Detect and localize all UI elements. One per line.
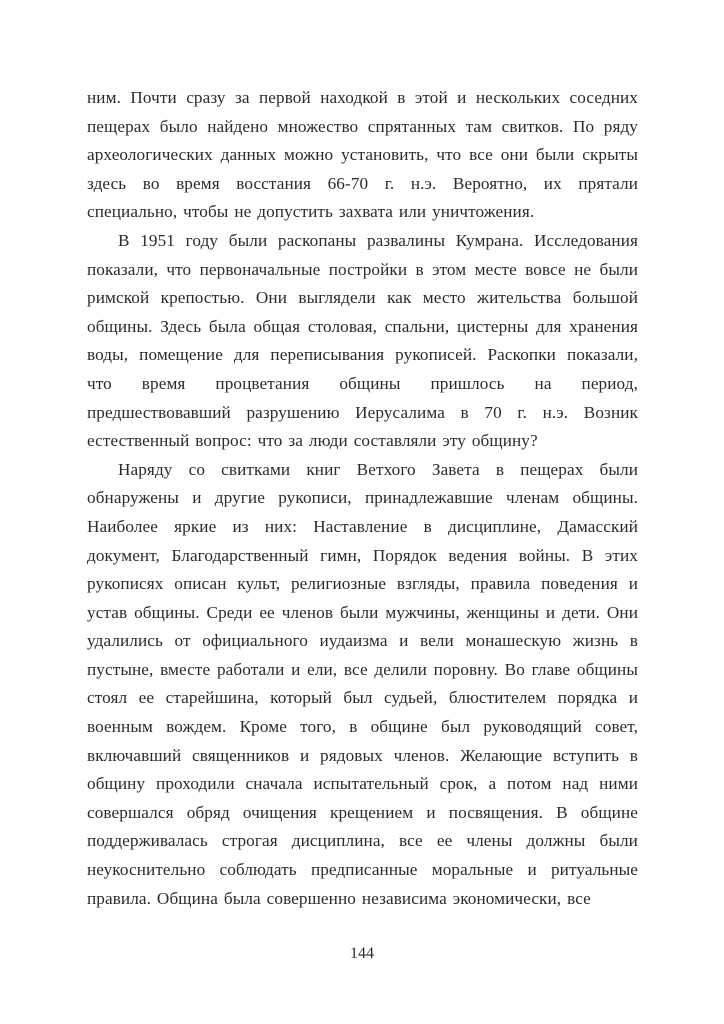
paragraph-community-manuscripts: Наряду со свитками книг Ветхого Завета в пещерах были обнаружены и другие рукописи, принадлежавшие членам общины. Наиболее яркие из них: Наставление в дисциплине, Дамасский документ, Благодарственный гимн, Порядок ведения войны. В этих рукописях описан культ, религиозные взгляды, правила поведения и устав общины. Среди ее членов были мужчины, женщины и дети. Они удалились от официального иудаизма и вели монашескую жизнь в пустыне, вместе работали и ели, все делили поровну. Во главе общины стоял ее старейшина, который был судьей, блюстителем порядка и военным вождем. Кроме того, в общине был руководящий совет, включавший священников и рядовых членов. Желающие вступить в общину проходили сначала испытательный срок, а потом над ними совершался обряд очищения крещением и посвящения. В общине поддерживалась строгая дисциплина, все ее члены должны были неукоснительно соблюдать предписанные моральные и ритуальные правила. Община была совершенно независима экономически, все [87,459,638,908]
paragraph-continuation: ним. Почти сразу за первой находкой в этой и нескольких соседних пещерах было найдено множество спрятанных там свитков. По ряду археологических данных можно установить, что все они были скрыты здесь во время восстания 66-70 г. н.э. Вероятно, их прятали специально, чтобы не допустить захвата или уничтожения. [87,88,638,222]
paragraph-qumran-excavation: В 1951 году были раскопаны развалины Кумрана. Исследования показали, что первоначальные постройки в этом месте вовсе не были римской крепостью. Они выглядели как место жительства большой общины. Здесь была общая столовая, спальни, цистерны для хранения воды, помещение для переписывания рукописей. Раскопки показали, что время процветания общины пришлось на период, предшествовавший разрушению Иерусалима в 70 г. н.э. Возник естественный вопрос: что за люди составляли эту общину? [87,230,638,451]
page-text-block [87,84,638,913]
page-number: 144 [350,945,374,962]
